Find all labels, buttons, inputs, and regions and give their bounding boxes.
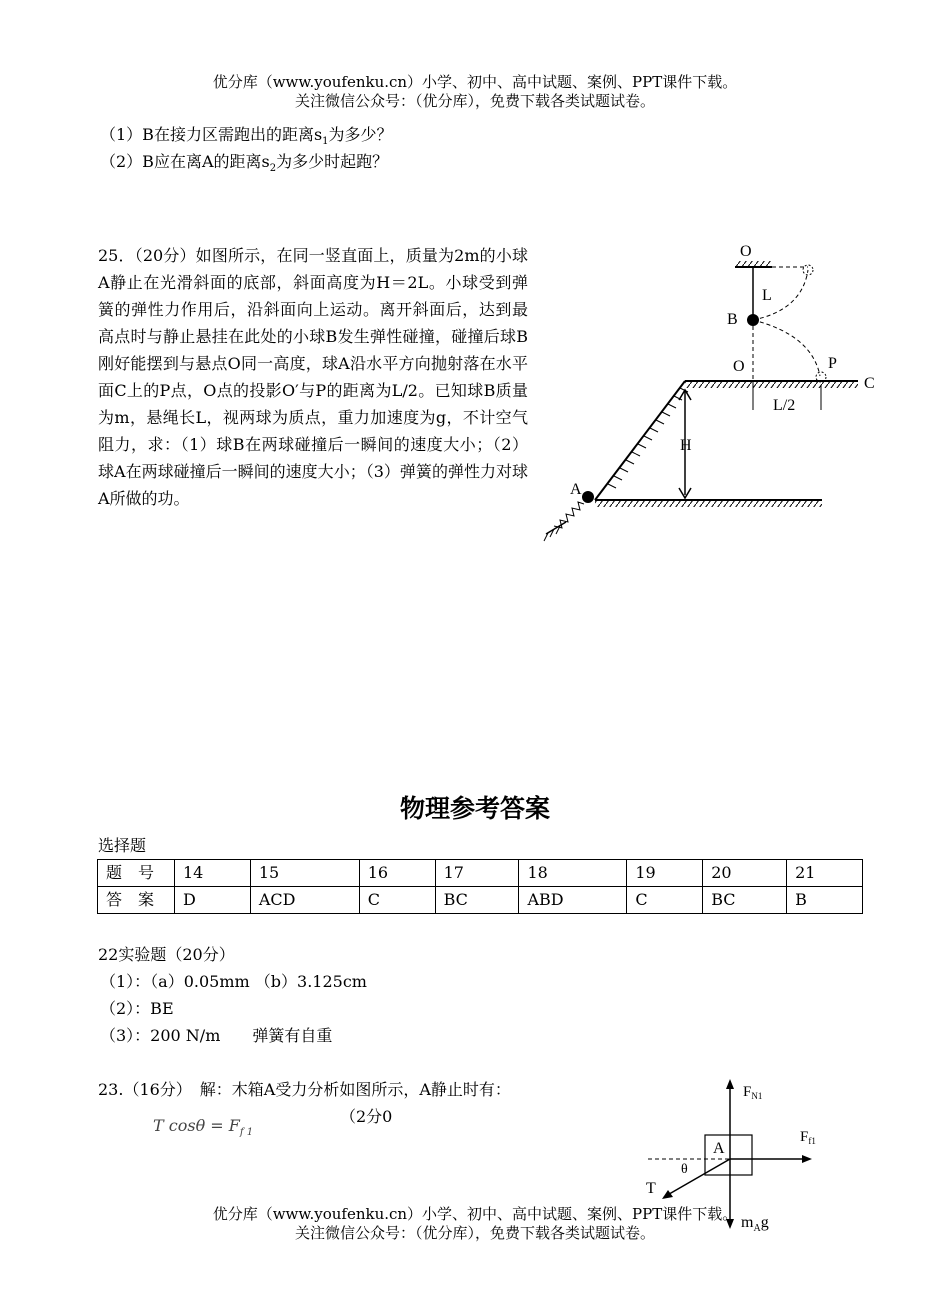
table-cell: 21 (787, 860, 863, 887)
table-cell: 20 (703, 860, 787, 887)
label-T: T (646, 1180, 656, 1197)
arrow-head-tension (662, 1190, 673, 1199)
table-cell: 题 号 (98, 860, 175, 887)
q24-part-2: （2）B应在离A的距离$s_2$为多少时起跑？ (100, 152, 389, 175)
table-cell: 18 (519, 860, 627, 887)
footer-line-2: 关注微信公众号：（优分库），免费下载各类试题试卷。 (294, 1224, 655, 1242)
label-L2: L/2 (773, 397, 796, 414)
footer-line-1: 优分库（www.youfenku.cn）小学、初中、高中试题、案例、PPT课件下载。 (212, 1205, 738, 1223)
upper-hatch (685, 381, 858, 388)
header-line-2: 关注微信公众号：（优分库），免费下载各类试题试卷。 (294, 92, 655, 110)
ball-A (582, 491, 594, 503)
lower-hatch (595, 500, 822, 507)
table-cell: ABD (519, 887, 627, 914)
spring (554, 502, 584, 528)
tension-arrow (664, 1159, 730, 1197)
label-H: H (680, 437, 692, 454)
slope-hatch (608, 388, 688, 488)
label-O: O (740, 243, 752, 260)
spring-base (546, 522, 566, 534)
q22-line-3: （3）：200 N/m 弹簧有自重 (100, 1026, 333, 1045)
q24-part-1: （1）B在接力区需跑出的距离$s_1$为多少？ (100, 125, 393, 148)
q23-formula: T $\cos\theta = F_{f 1}$ (153, 1116, 254, 1139)
table-cell: C (359, 887, 435, 914)
label-theta: θ (681, 1162, 688, 1177)
label-P: P (828, 355, 837, 372)
answers-title: 物理参考答案 (399, 794, 550, 823)
table-cell: C (627, 887, 703, 914)
table-cell: D (175, 887, 251, 914)
label-FN1: $F_{N1}$ (743, 1084, 763, 1101)
table-cell: 16 (359, 860, 435, 887)
label-mAg: $m_Ag$ (741, 1214, 769, 1235)
slope (595, 381, 685, 500)
table-cell: BC (435, 887, 519, 914)
table-cell: 17 (435, 860, 519, 887)
label-O-prime: O (733, 358, 745, 375)
label-B: B (727, 311, 738, 328)
label-L: L (762, 287, 772, 304)
section-label: 选择题 (98, 836, 147, 855)
arrow-head-up (726, 1079, 734, 1089)
trajectory (753, 320, 820, 376)
q23-intro: 23.（16分） 解：木箱A受力分析如图所示，A静止时有： (98, 1080, 511, 1099)
q22-title: 22实验题（20分） (98, 945, 235, 964)
q22-line-1: （1）：（a）0.05mm （b）3.125cm (100, 972, 367, 991)
q23-score: （2分0 (340, 1107, 393, 1126)
answer-table (97, 859, 863, 914)
q25-text: 25．（20分）如图所示，在同一竖直面上，质量为2m的小球A静止在光滑斜面的底部，斜面高度为H＝2L。小球受到弹簧的弹性力作用后，沿斜面向上运动。离开斜面后，达到最高点时与静止悬挂在此处的小球B发生弹性碰撞，碰撞后球B刚好能摆到与悬点O同一高度，球A沿水平方向抛射落在水平面C上的P点，O点的投影O′与P的距离为L/2。已知球B质量为m，悬绳长L，视两球为质点，重力加速度为g，不计空气阻力，求：（1）球B在两球碰撞后一瞬间的速度大小；（2）球A在两球碰撞后一瞬间的速度大小；（3）弹簧的弹性力对球A所做的功。 (98, 246, 528, 508)
table-row (98, 860, 863, 887)
table-row (98, 887, 863, 914)
table-cell: 答 案 (98, 887, 175, 914)
label-C: C (864, 375, 875, 392)
label-A: A (570, 481, 582, 498)
table-cell: BC (703, 887, 787, 914)
header-line-1: 优分库（www.youfenku.cn）小学、初中、高中试题、案例、PPT课件下载。 (212, 73, 738, 91)
label-Ff1: $F_{f1}$ (800, 1129, 816, 1146)
table-cell: B (787, 887, 863, 914)
q25-figure (540, 240, 890, 560)
table-cell: ACD (250, 887, 359, 914)
table-cell: 14 (175, 860, 251, 887)
ceiling-hatch (735, 261, 772, 267)
label-A-box: A (713, 1140, 725, 1157)
table-cell: 19 (627, 860, 703, 887)
q22-line-2: （2）：BE (100, 999, 174, 1018)
arrow-head-right (802, 1155, 812, 1163)
table-cell: 15 (250, 860, 359, 887)
